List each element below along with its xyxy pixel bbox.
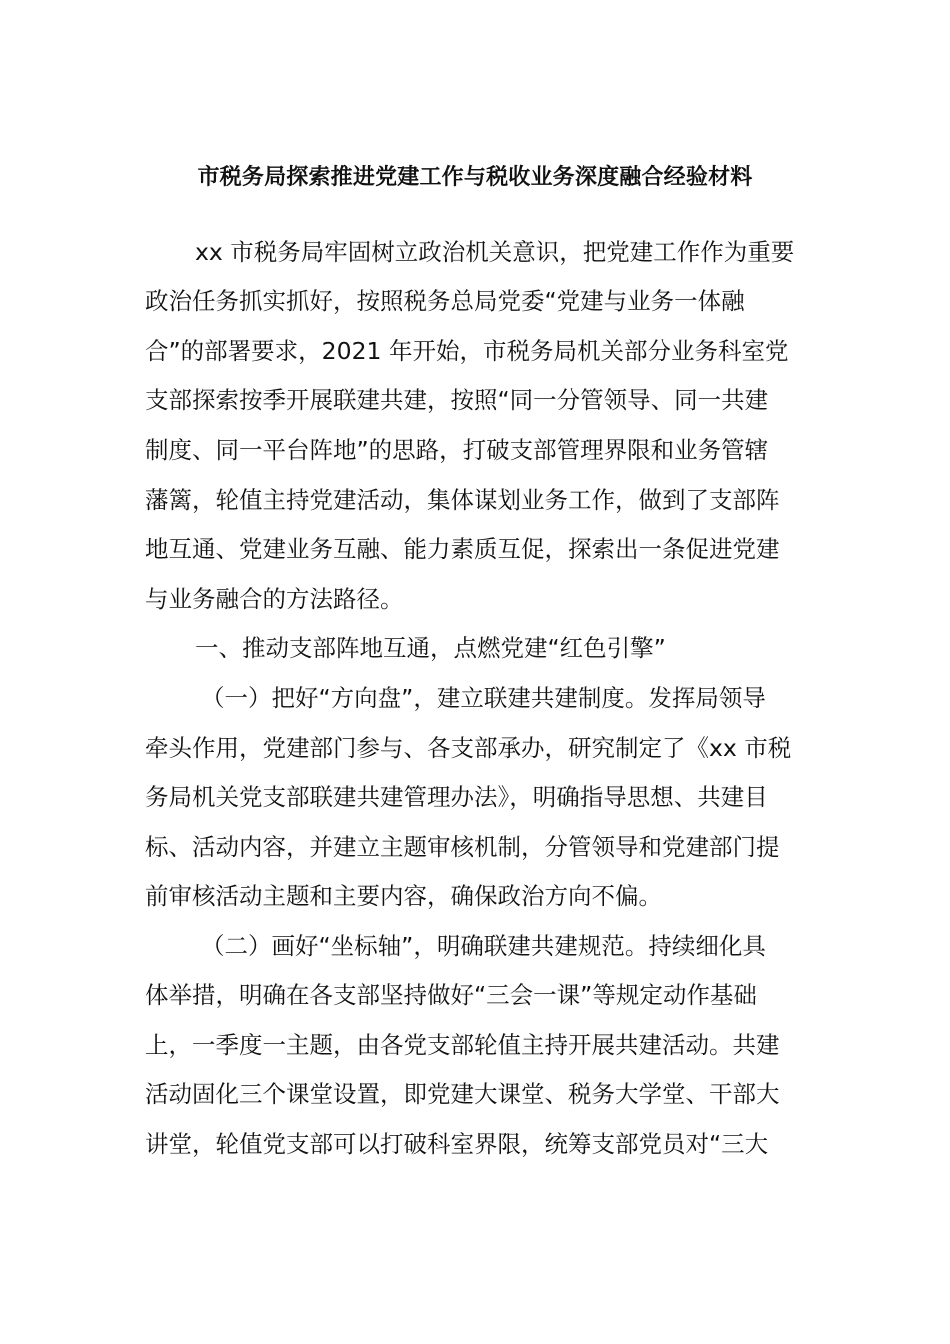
paragraph-line: 标、活动内容，并建立主题审核机制，分管领导和党建部门提 [145, 833, 780, 861]
paragraph-line: 上，一季度一主题，由各党支部轮值主持开展共建活动。共建 [145, 1031, 780, 1059]
document-title: 市税务局探索推进党建工作与税收业务深度融合经验材料 [197, 165, 753, 190]
paragraph-line: 前审核活动主题和主要内容，确保政治方向不偏。 [145, 882, 662, 910]
paragraph-line: 政治任务抓实抓好，按照税务总局党委“党建与业务一体融 [145, 287, 745, 315]
paragraph-line: （二）画好“坐标轴”，明确联建共建规范。持续细化具 [201, 932, 766, 960]
paragraph-line: 活动固化三个课堂设置，即党建大课堂、税务大学堂、干部大 [145, 1080, 780, 1108]
paragraph-line: 藩篱，轮值主持党建活动，集体谋划业务工作，做到了支部阵 [145, 486, 780, 514]
paragraph-line: 牵头作用，党建部门参与、各支部承办，研究制定了《xx 市税 [145, 734, 792, 762]
paragraph-line: 地互通、党建业务互融、能力素质互促，探索出一条促进党建 [145, 535, 780, 563]
paragraph-line: 支部探索按季开展联建共建，按照“同一分管领导、同一共建 [145, 386, 769, 414]
paragraph-line: xx 市税务局牢固树立政治机关意识，把党建工作作为重要 [195, 238, 795, 266]
section-heading: 一、推动支部阵地互通，点燃党建“红色引擎” [195, 634, 666, 662]
paragraph-line: 制度、同一平台阵地”的思路，打破支部管理界限和业务管辖 [145, 436, 769, 464]
paragraph-line: （一）把好“方向盘”，建立联建共建制度。发挥局领导 [201, 684, 766, 712]
paragraph-line: 与业务融合的方法路径。 [145, 585, 404, 613]
paragraph-line: 讲堂，轮值党支部可以打破科室界限，统筹支部党员对“三大 [145, 1130, 769, 1158]
paragraph-line: 体举措，明确在各支部坚持做好“三会一课”等规定动作基础 [145, 981, 757, 1009]
paragraph-line: 合”的部署要求，2021 年开始，市税务局机关部分业务科室党 [145, 337, 789, 365]
paragraph-line: 务局机关党支部联建共建管理办法》，明确指导思想、共建目 [145, 783, 768, 811]
